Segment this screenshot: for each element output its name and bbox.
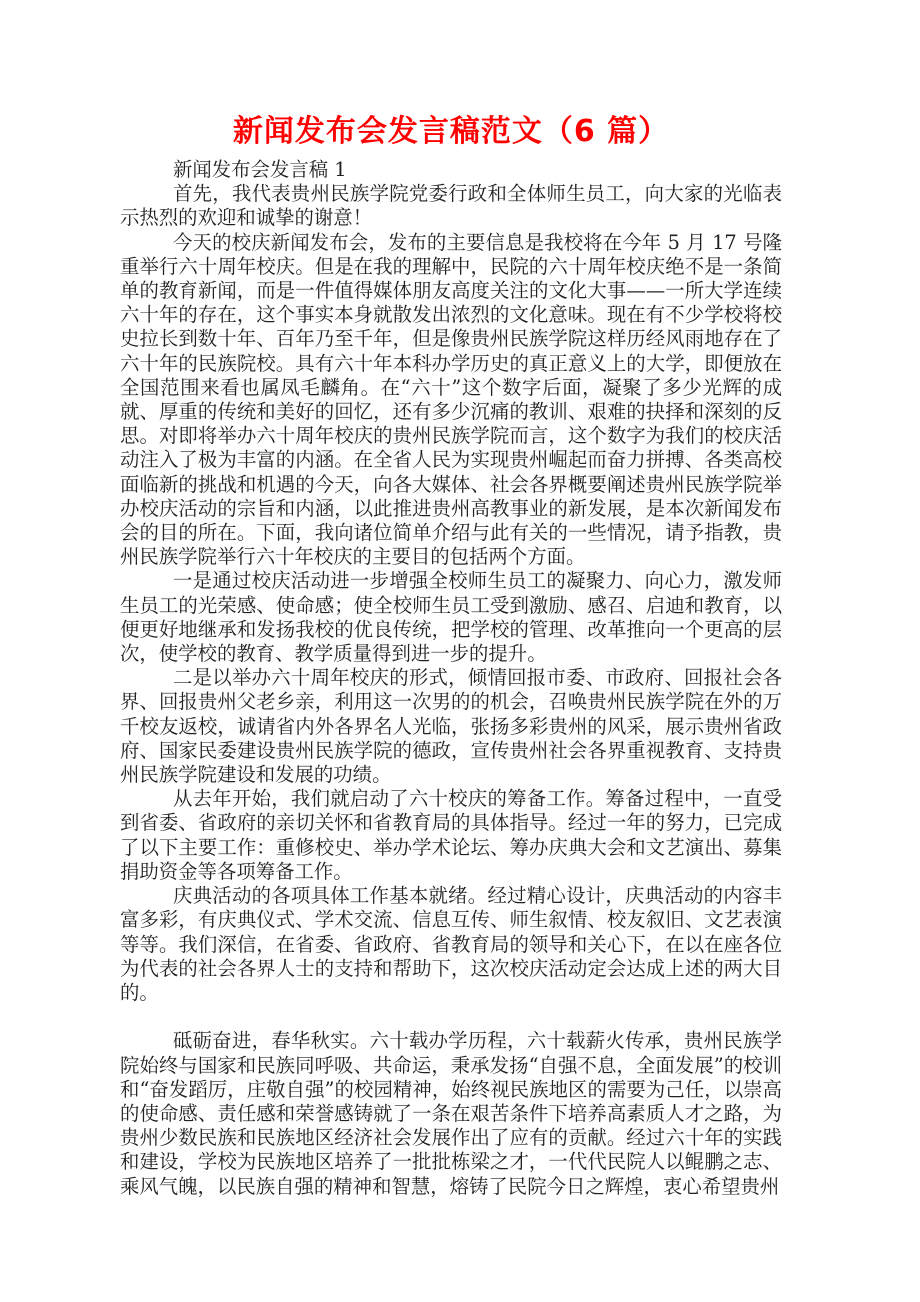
document-body <box>120 158 782 1199</box>
subtitle-line: 新闻发布会发言稿 1 <box>173 158 347 181</box>
paragraph-purpose-two: 二是以举办六十周年校庆的形式，倾情回报市委、市政府、回报社会各界、回报贵州父老乡亲，利用这一次男的的机会，召唤贵州民族学院在外的万千校友返校，诚请省内外各界名人光临，张扬多彩贵州的风采，展示贵州省政府、国家民委建设贵州民族学院的德政，宣传贵州社会各界重视教育、支持贵州民族学院建设和发展的功绩。 <box>120 666 782 787</box>
paragraph-announcement: 今天的校庆新闻发布会，发布的主要信息是我校将在今年 5 月 17 号隆重举行六十周年校庆。但是在我的理解中，民院的六十周年校庆绝不是一条简单的教育新闻，而是一件值得媒体朋友高度关注的文化大事——一所大学连续六十年的存在，这个事实本身就散发出浓烈的文化意味。现在有不少学校将校史拉长到数十年、百年乃至千年，但是像贵州民族学院这样历经风雨地存在了六十年的民族院校。具有六十年本科办学历史的真正意义上的大学，即便放在全国范围来看也属凤毛麟角。在“六十”这个数字后面，凝聚了多少光辉的成就、厚重的传统和美好的回忆，还有多少沉痛的教训、艰难的抉择和深刻的反思。对即将举办六十周年校庆的贵州民族学院而言，这个数字为我们的校庆活动注入了极为丰富的内涵。在全省人民为实现贵州崛起而奋力拼搏、各类高校面临新的挑战和机遇的今天，向各大媒体、社会各界概要阐述贵州民族学院举办校庆活动的宗旨和内涵，以此推进贵州高教事业的新发展，是本次新闻发布会的目的所在。下面，我向诸位简单介绍与此有关的一些情况，请予指教，贵州民族学院举行六十年校庆的主要目的包括两个方面。 <box>120 230 782 569</box>
paragraph-ceremony-readiness: 庆典活动的各项具体工作基本就绪。经过精心设计，庆典活动的内容丰富多彩，有庆典仪式、学术交流、信息互传、师生叙情、校友叙旧、文艺表演等等。我们深信，在省委、省政府、省教育局的领导和关心下，在以在座各位为代表的社会各界人士的支持和帮助下，这次校庆活动定会达成上述的两大目的。 <box>120 884 782 1004</box>
document-title: 新闻发布会发言稿范文（6 篇） <box>232 114 670 149</box>
paragraph-greeting: 首先，我代表贵州民族学院党委行政和全体师生员工，向大家的光临表示热烈的欢迎和诚挚的谢意！ <box>120 182 782 230</box>
paragraph-history-closing: 砥砺奋进，春华秋实。六十载办学历程，六十载薪火传承，贵州民族学院始终与国家和民族同呼吸、共命运，秉承发扬“自强不息，全面发展”的校训和“奋发蹈厉，庄敬自强”的校园精神，始终视民族地区的需要为己任，以崇高的使命感、责任感和荣誉感铸就了一条在艰苦条件下培养高素质人才之路，为贵州少数民族和民族地区经济社会发展作出了应有的贡献。经过六十年的实践和建设，学校为民族地区培养了一批批栋梁之才，一代代民院人以鲲鹏之志、乘风气魄，以民族自强的精神和智慧，熔铸了民院今日之辉煌，衷心希望贵州 <box>120 1029 782 1198</box>
paragraph-purpose-one: 一是通过校庆活动进一步增强全校师生员工的凝聚力、向心力，激发师生员工的光荣感、使命感；使全校师生员工受到激励、感召、启迪和教育，以便更好地继承和发扬我校的优良传统，把学校的管理、改革推向一个更高的层次，使学校的教育、教学质量得到进一步的提升。 <box>120 569 782 666</box>
paragraph-preparation: 从去年开始，我们就启动了六十校庆的筹备工作。筹备过程中，一直受到省委、省政府的亲切关怀和省教育局的具体指导。经过一年的努力，已完成了以下主要工作：重修校史、举办学术论坛、筹办庆典大会和文艺演出、募集捐助资金等各项筹备工作。 <box>120 787 782 883</box>
